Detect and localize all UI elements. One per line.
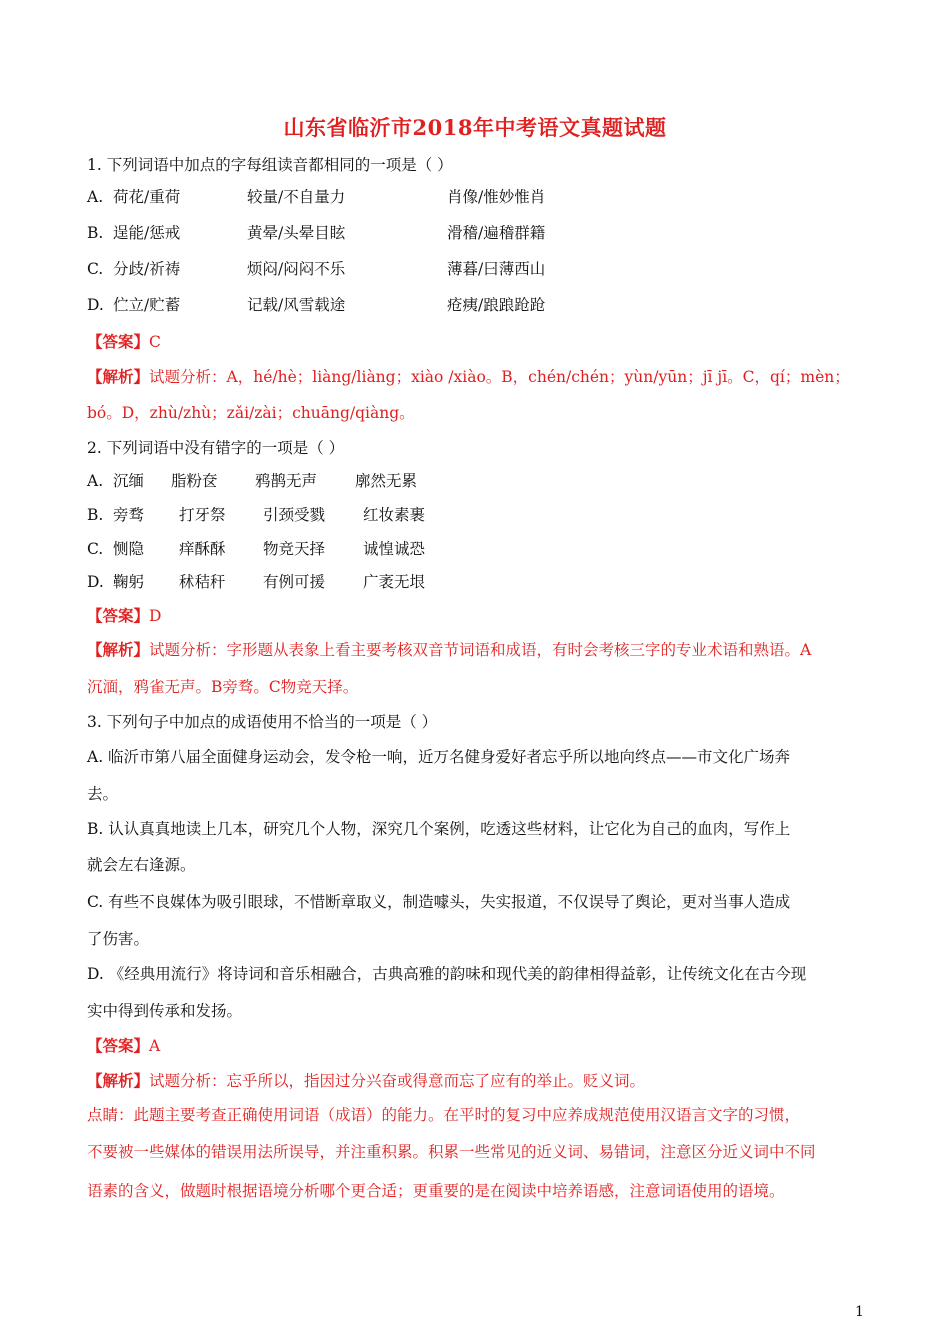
option-label: D. — [87, 573, 104, 591]
q3-option-d: D. 《经典用流行》将诗词和音乐相融合，古典高雅的韵味和现代美的韵律相得益彰，让传统文化在古今现 — [87, 965, 807, 983]
option-word: 诚惶诚恐 — [363, 540, 426, 558]
page-number: 1 — [855, 1304, 864, 1320]
q1-option-c — [87, 258, 787, 280]
option-label: C. — [87, 260, 104, 278]
option-word: 肖像/惟妙惟肖 — [447, 188, 546, 206]
q2-analysis-cont: 沉湎，鸦雀无声。B旁骛。C物竞天择。 — [87, 678, 359, 696]
q3-tip-line2: 不要被一些媒体的错误用法所误导，并注重积累。积累一些常见的近义词、易错词，注意区分近义词中不同 — [87, 1143, 816, 1161]
q3-answer — [87, 1035, 160, 1057]
option-word: 疮痍/踉踉跄跄 — [447, 296, 546, 314]
page-title: 山东省临沂市2018年中考语文真题试题 — [283, 115, 667, 140]
q1-analysis — [87, 366, 850, 388]
q3-tip-line3: 语素的含义，做题时根据语境分析哪个更合适；更重要的是在阅读中培养语感，注意词语使用的语境。 — [87, 1182, 785, 1200]
analysis-tag: 【解析】 — [87, 1071, 150, 1090]
option-word: 廓然无累 — [355, 472, 418, 490]
option-word: 物竞天择 — [263, 540, 326, 558]
option-word: 薄暮/曰薄西山 — [447, 260, 546, 278]
answer-tag: 【答案】 — [87, 332, 150, 351]
analysis-tag: 【解析】 — [87, 367, 150, 386]
option-word: 恻隐 — [113, 540, 145, 558]
q2-option-d — [87, 571, 787, 593]
q3-option-d-cont: 实中得到传承和发扬。 — [87, 1002, 243, 1020]
option-word: 秫秸秆 — [179, 573, 226, 591]
q3-option-c: C. 有些不良媒体为吸引眼球，不惜断章取义，制造噱头，失实报道，不仅误导了舆论，更对当事人造成 — [87, 893, 791, 911]
q2-stem: 2. 下列词语中没有错字的一项是（ ） — [87, 439, 345, 457]
q2-option-a — [87, 470, 787, 492]
q2-analysis — [87, 639, 811, 661]
analysis-text: 试题分析：忘乎所以，指因过分兴奋或得意而忘了应有的举止。贬义词。 — [149, 1072, 646, 1090]
option-word: 伫立/贮蓄 — [113, 296, 181, 314]
option-word: 有例可援 — [263, 573, 326, 591]
option-label: A. — [87, 188, 104, 206]
option-word: 滑稽/遍稽群籍 — [447, 224, 546, 242]
q1-answer — [87, 331, 161, 353]
q1-option-b — [87, 222, 787, 244]
option-word: 打牙祭 — [179, 506, 226, 524]
option-label: B. — [87, 224, 104, 242]
q2-option-b — [87, 504, 787, 526]
option-word: 逞能/惩戒 — [113, 224, 181, 242]
q3-analysis — [87, 1070, 645, 1092]
option-word: 鞠躬 — [113, 573, 145, 591]
option-word: 鸦鹊无声 — [255, 472, 318, 490]
q3-option-b: B. 认认真真地读上几本，研究几个人物，深究几个案例，吃透这些材料，让它化为自己的血肉，写作上 — [87, 820, 791, 838]
option-word: 较量/不自量力 — [247, 188, 346, 206]
option-word: 记载/风雪载途 — [247, 296, 346, 314]
analysis-text: 试题分析：字形题从表象上看主要考核双音节词语和成语，有时会考核三字的专业术语和熟语。A — [149, 641, 812, 659]
option-label: C. — [87, 540, 104, 558]
option-label: B. — [87, 506, 104, 524]
option-word: 旁骛 — [113, 506, 145, 524]
answer-value: C — [149, 333, 161, 351]
q1-option-a — [87, 186, 787, 208]
option-word: 引颈受戮 — [263, 506, 326, 524]
option-label: A. — [87, 472, 104, 490]
q3-stem: 3. 下列句子中加点的成语使用不恰当的一项是（ ） — [87, 713, 438, 731]
option-word: 烦闷/闷闷不乐 — [247, 260, 346, 278]
answer-tag: 【答案】 — [87, 606, 150, 625]
q1-option-d — [87, 294, 787, 316]
option-word: 荷花/重荷 — [113, 188, 181, 206]
q2-option-c — [87, 538, 787, 560]
q2-answer — [87, 605, 161, 627]
q3-option-a-cont: 去。 — [87, 785, 119, 803]
option-word: 红妆素裹 — [363, 506, 426, 524]
option-word: 广袤无垠 — [363, 573, 426, 591]
option-word: 沉缅 — [113, 472, 145, 490]
analysis-text: 试题分析：A，hé/hè；liàng/liàng；xiào /xiào。B，chén/chén；yùn/yūn；jī jī。C，qí；mèn； — [149, 368, 850, 386]
answer-value: D — [149, 607, 162, 625]
answer-value: A — [149, 1037, 161, 1055]
answer-tag: 【答案】 — [87, 1036, 150, 1055]
option-word: 分歧/祈祷 — [113, 260, 181, 278]
q1-analysis-cont: bó。D，zhù/zhù；zǎi/zài；chuāng/qiàng。 — [87, 404, 415, 422]
q3-tip-line1: 点睛：此题主要考查正确使用词语（成语）的能力。在平时的复习中应养成规范使用汉语言文字的习惯， — [87, 1106, 801, 1124]
q3-option-b-cont: 就会左右逢源。 — [87, 856, 196, 874]
q3-option-c-cont: 了伤害。 — [87, 930, 150, 948]
option-word: 脂粉奁 — [171, 472, 218, 490]
analysis-tag: 【解析】 — [87, 640, 150, 659]
option-word: 黄晕/头晕目眩 — [247, 224, 346, 242]
q1-stem: 1. 下列词语中加点的字每组读音都相同的一项是（ ） — [87, 156, 453, 174]
q3-option-a: A. 临沂市第八届全面健身运动会，发令枪一响，近万名健身爱好者忘乎所以地向终点——市文化广场奔 — [87, 748, 791, 766]
option-word: 痒酥酥 — [179, 540, 226, 558]
option-label: D. — [87, 296, 104, 314]
